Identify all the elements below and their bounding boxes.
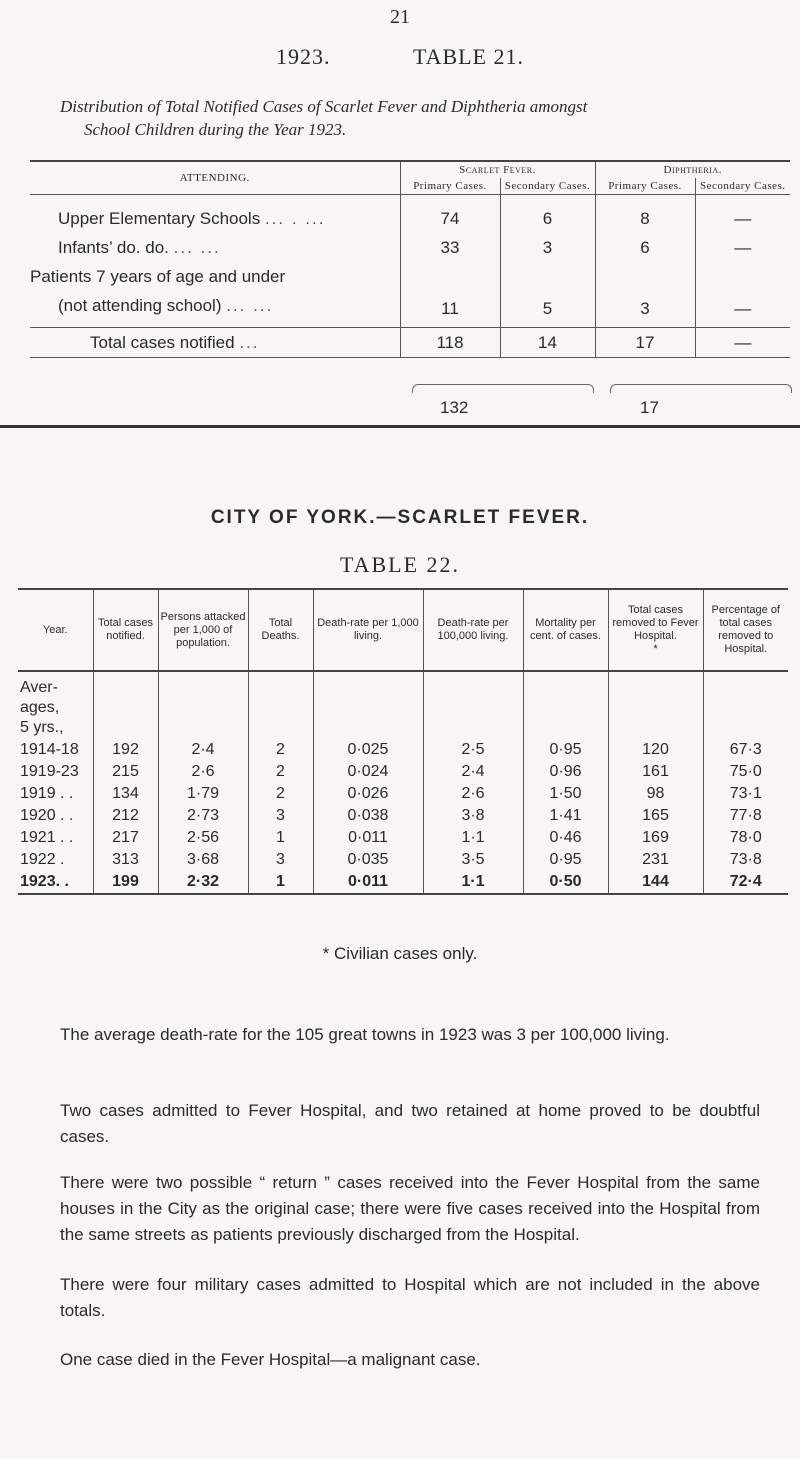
cell-d-secondary: — xyxy=(695,233,790,262)
header-death-rate-100000: Death-rate per 100,000 living. xyxy=(423,589,523,671)
cell-d-primary: 3 xyxy=(595,291,695,328)
cell-dr100000: 2·5 xyxy=(423,739,523,761)
cell-cases: 313 xyxy=(93,849,158,871)
cell-mortality: 0·46 xyxy=(523,827,608,849)
header-removed: Total cases removed to Fever Hospital. * xyxy=(608,589,703,671)
header-sf-primary: Primary Cases. xyxy=(400,178,500,195)
cell-dr1000: 0·011 xyxy=(313,827,423,849)
cell-sf-primary: 74 xyxy=(400,195,500,234)
row-dots: ... xyxy=(239,332,260,352)
cell-cases: 212 xyxy=(93,805,158,827)
table-row xyxy=(18,805,788,827)
cell-attacked: 2·56 xyxy=(158,827,248,849)
cell-sf-secondary: 5 xyxy=(500,291,595,328)
cell-sf-secondary: 3 xyxy=(500,233,595,262)
cell-year: 1921 . . xyxy=(20,829,74,846)
combined-diphtheria: 17 xyxy=(640,398,659,417)
cell-dr1000: 0·025 xyxy=(313,739,423,761)
table21-caption-line1: Distribution of Total Notified Cases of Scarlet Fever and Diphtheria amongst xyxy=(60,97,588,116)
cell-sf-primary: 11 xyxy=(400,291,500,328)
cell-mortality: 0·96 xyxy=(523,761,608,783)
table21 xyxy=(30,160,790,358)
cell-d-secondary: — xyxy=(695,195,790,234)
cell-percentage: 78·0 xyxy=(703,827,788,849)
header-total-deaths: Total Deaths. xyxy=(248,589,313,671)
cell-deaths: 2 xyxy=(248,761,313,783)
cell-year: 1923. . xyxy=(18,871,93,894)
header-attending: ATTENDING. xyxy=(30,161,400,195)
row-label: Infants’ do. do. xyxy=(58,237,169,257)
table21-caption-line2: School Children during the Year 1923. xyxy=(84,120,347,139)
cell-attacked: 3·68 xyxy=(158,849,248,871)
cell-deaths: 1 xyxy=(248,827,313,849)
cell-deaths: 1 xyxy=(248,871,313,894)
table-row xyxy=(18,761,788,783)
cell-percentage: 67·3 xyxy=(703,739,788,761)
header-total-cases: Total cases notified. xyxy=(93,589,158,671)
cell-removed: 161 xyxy=(608,761,703,783)
cell-year: 1914-18 xyxy=(20,741,79,758)
footnote-mark: * xyxy=(653,643,658,655)
table-row-total xyxy=(30,328,790,358)
cell-cases: 199 xyxy=(93,871,158,894)
table22 xyxy=(18,588,788,895)
total-sf-primary: 118 xyxy=(400,328,500,358)
total-label: Total cases notified xyxy=(90,332,235,352)
cell-removed: 144 xyxy=(608,871,703,894)
table-row xyxy=(30,262,790,291)
cell-mortality: 0·50 xyxy=(523,871,608,894)
cell-deaths: 2 xyxy=(248,783,313,805)
cell-mortality: 0·95 xyxy=(523,849,608,871)
table-row xyxy=(30,195,790,234)
paragraph: There were four military cases admitted to Hospital which are not included in the above totals. xyxy=(60,1275,760,1320)
cell-dr100000: 1·1 xyxy=(423,871,523,894)
cell-cases: 134 xyxy=(93,783,158,805)
section-divider xyxy=(0,425,800,428)
cell-removed: 231 xyxy=(608,849,703,871)
row-label: (not attending school) xyxy=(58,295,222,315)
header-sf-secondary: Secondary Cases. xyxy=(500,178,595,195)
cell-dr1000: 0·011 xyxy=(313,871,423,894)
row-label: Patients 7 years of age and under xyxy=(30,266,286,286)
cell-cases: 192 xyxy=(93,739,158,761)
cell-dr1000: 0·026 xyxy=(313,783,423,805)
cell-sf-secondary: 6 xyxy=(500,195,595,234)
city-heading: CITY OF YORK.—SCARLET FEVER. xyxy=(210,507,590,528)
cell-cases: 215 xyxy=(93,761,158,783)
cell-removed: 98 xyxy=(608,783,703,805)
cell-year: 1919 . . xyxy=(20,785,74,802)
cell-removed: 169 xyxy=(608,827,703,849)
diphtheria-brace xyxy=(610,384,792,393)
cell-mortality: 0·95 xyxy=(523,739,608,761)
cell-deaths: 2 xyxy=(248,739,313,761)
paragraph: There were two possible “ return ” cases received into the Fever Hospital from the same houses in the City as the original case; there were five cases received into the Hospital from the same streets as patients previously discharged from the Hospital. xyxy=(60,1173,760,1244)
combined-scarlet: 132 xyxy=(440,398,469,417)
cell-attacked: 1·79 xyxy=(158,783,248,805)
header-death-rate-1000: Death-rate per 1,000 living. xyxy=(313,589,423,671)
table21-title xyxy=(0,44,800,70)
total-sf-secondary: 14 xyxy=(500,328,595,358)
cell-attacked: 2·32 xyxy=(158,871,248,894)
table-row xyxy=(18,849,788,871)
cell-dr100000: 3·8 xyxy=(423,805,523,827)
table22-label: TABLE 22. xyxy=(339,552,461,577)
cell-dr1000: 0·024 xyxy=(313,761,423,783)
cell-percentage: 73·1 xyxy=(703,783,788,805)
cell-dr100000: 1·1 xyxy=(423,827,523,849)
header-persons-attacked: Persons attacked per 1,000 of population. xyxy=(158,589,248,671)
averages-label: Aver- xyxy=(20,679,58,696)
row-label: Upper Elementary Schools xyxy=(58,208,261,228)
cell-d-secondary: — xyxy=(695,291,790,328)
header-year: Year. xyxy=(18,589,93,671)
table-row xyxy=(18,871,788,894)
table-row xyxy=(18,827,788,849)
cell-cases: 217 xyxy=(93,827,158,849)
cell-attacked: 2·6 xyxy=(158,761,248,783)
cell-year: 1919-23 xyxy=(20,763,79,780)
cell-percentage: 73·8 xyxy=(703,849,788,871)
total-d-primary: 17 xyxy=(595,328,695,358)
header-percentage: Percentage of total cases removed to Hospital. xyxy=(703,589,788,671)
scarlet-brace xyxy=(412,384,594,393)
total-d-secondary: — xyxy=(695,328,790,358)
cell-year: 1922 . xyxy=(20,851,65,868)
header-d-primary: Primary Cases. xyxy=(595,178,695,195)
row-dots: ... ... xyxy=(173,237,221,257)
cell-sf-primary: 33 xyxy=(400,233,500,262)
header-diphtheria: Diphtheria. xyxy=(595,161,790,178)
cell-dr100000: 2·6 xyxy=(423,783,523,805)
cell-mortality: 1·50 xyxy=(523,783,608,805)
cell-dr1000: 0·035 xyxy=(313,849,423,871)
cell-d-primary: 6 xyxy=(595,233,695,262)
page-number: 21 xyxy=(390,6,410,28)
table-row xyxy=(30,233,790,262)
cell-mortality: 1·41 xyxy=(523,805,608,827)
table-row xyxy=(30,291,790,328)
cell-percentage: 72·4 xyxy=(703,871,788,894)
paragraph: One case died in the Fever Hospital—a malignant case. xyxy=(60,1350,481,1369)
cell-dr100000: 3·5 xyxy=(423,849,523,871)
averages-label-row: Aver- ages, 5 yrs., xyxy=(18,671,788,739)
cell-attacked: 2·73 xyxy=(158,805,248,827)
cell-dr100000: 2·4 xyxy=(423,761,523,783)
cell-dr1000: 0·038 xyxy=(313,805,423,827)
table22-footnote: * Civilian cases only. xyxy=(322,944,478,963)
paragraph: The average death-rate for the 105 great towns in 1923 was 3 per 100,000 living. xyxy=(60,1025,670,1044)
cell-attacked: 2·4 xyxy=(158,739,248,761)
header-d-secondary: Secondary Cases. xyxy=(695,178,790,195)
cell-d-primary: 8 xyxy=(595,195,695,234)
cell-deaths: 3 xyxy=(248,849,313,871)
table21-label: TABLE 21. xyxy=(412,44,525,69)
paragraph: Two cases admitted to Fever Hospital, and two retained at home proved to be doubtful cases. xyxy=(60,1101,760,1146)
cell-percentage: 77·8 xyxy=(703,805,788,827)
row-dots: ... ... xyxy=(226,295,274,315)
header-scarlet-fever: Scarlet Fever. xyxy=(400,161,595,178)
cell-percentage: 75·0 xyxy=(703,761,788,783)
cell-removed: 165 xyxy=(608,805,703,827)
header-mortality: Mortality per cent. of cases. xyxy=(523,589,608,671)
cell-deaths: 3 xyxy=(248,805,313,827)
cell-removed: 120 xyxy=(608,739,703,761)
table-row xyxy=(18,739,788,761)
table21-year: 1923. xyxy=(275,44,331,69)
row-dots: ... . ... xyxy=(264,208,326,228)
cell-year: 1920 . . xyxy=(20,807,74,824)
table-row xyxy=(18,783,788,805)
